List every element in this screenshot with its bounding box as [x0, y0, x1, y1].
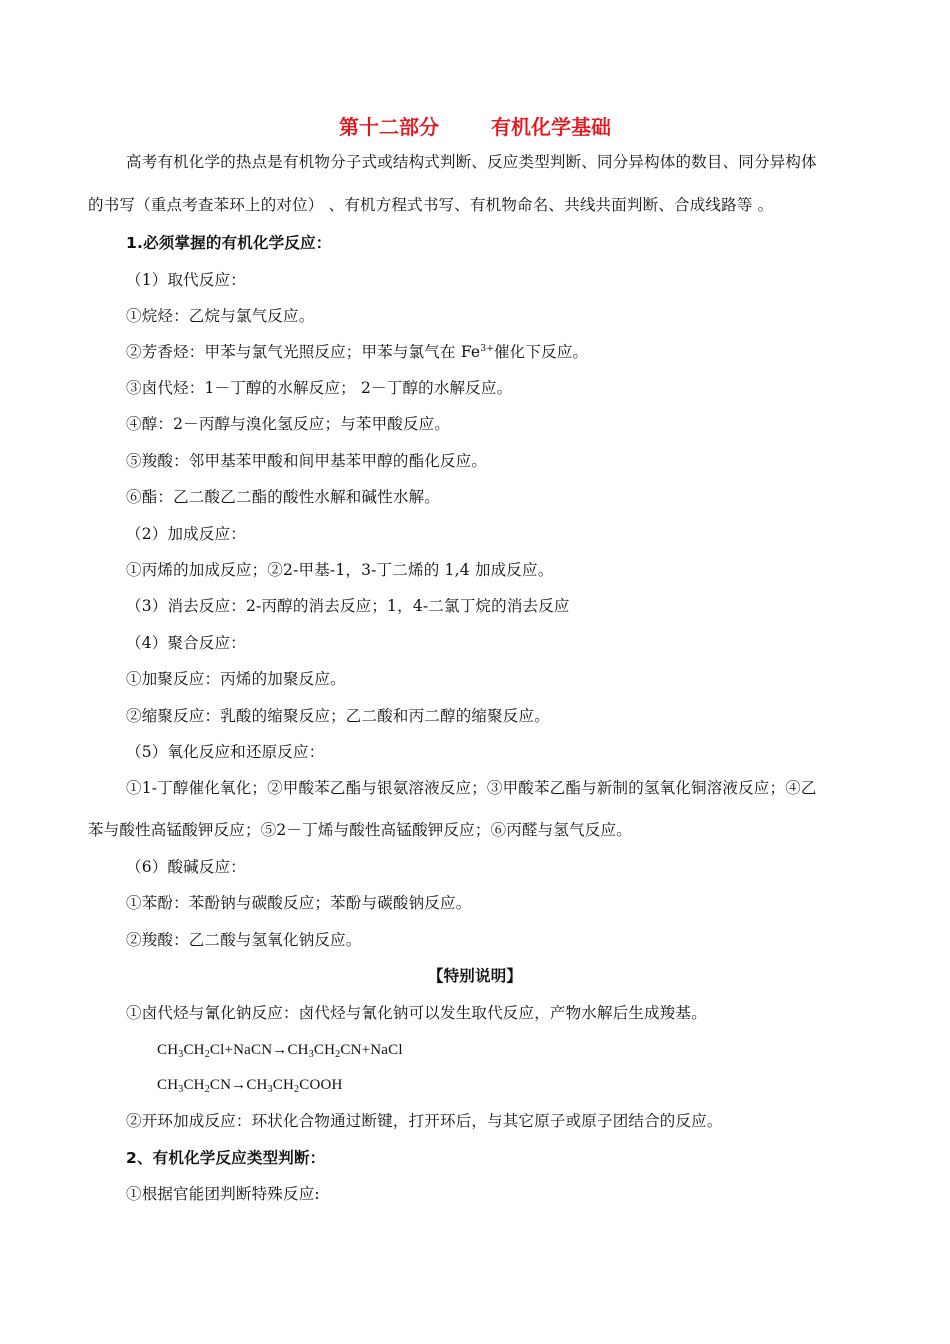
formula-1: $CH_3CH_2Cl+NaCN\to CH_3CH_2CN+NaCl$ [157, 1042, 403, 1060]
intro-line-2: 的书写（重点考查苯环上的对位） 、有机方程式书写、有机物命名、共线共面判断、合成线路等 。 [88, 196, 774, 214]
sub6-item-2: ②羧酸：乙二酸与氢氧化钠反应。 [126, 931, 362, 949]
sub1-item-5: ⑤羧酸：邻甲基苯甲酸和间甲基苯甲醇的酯化反应。 [126, 452, 488, 470]
special-item-1: ①卤代烃与氰化钠反应：卤代烃与氰化钠可以发生取代反应，产物水解后生成羧基。 [126, 1004, 707, 1022]
title-subject: 有机化学基础 [491, 115, 611, 139]
sub6-label: （6）酸碱反应： [126, 858, 246, 876]
special-item-2: ②开环加成反应：环状化合物通过断键，打开环后，与其它原子或原子团结合的反应。 [126, 1112, 723, 1130]
section1-heading: 1.必须掌握的有机化学反应： [126, 234, 332, 252]
section2-item-1: ①根据官能团判断特殊反应: [126, 1185, 320, 1203]
sub3-label: （3）消去反应：2-丙醇的消去反应；1，4-二氯丁烷的消去反应 [126, 597, 570, 615]
sub1-label: （1）取代反应： [126, 271, 246, 289]
sub4-item-2: ②缩聚反应：乳酸的缩聚反应；乙二酸和丙二醇的缩聚反应。 [126, 707, 550, 725]
sub5-label: （5）氧化反应和还原反应： [126, 743, 325, 761]
sub1-item-1: ①烷烃：乙烷与氯气反应。 [126, 307, 315, 325]
formula-2: $CH_3CH_2CN\to CH_3CH_2COOH$ [157, 1077, 343, 1095]
page-title [0, 114, 950, 140]
sub1-item-2: ②芳香烃：甲苯与氯气光照反应；甲苯与氯气在 $Fe^{3+}$催化下反应。 [126, 343, 589, 361]
sub1-item-3: ③卤代烃：1－丁醇的水解反应； 2－丁醇的水解反应。 [126, 379, 513, 397]
sub2-label: （2）加成反应： [126, 525, 246, 543]
sub1-item-4: ④醇：2－丙醇与溴化氢反应；与苯甲酸反应。 [126, 415, 451, 433]
title-part: 第十二部分 [339, 115, 439, 139]
sub6-item-1: ①苯酚：苯酚钠与碳酸反应；苯酚与碳酸钠反应。 [126, 894, 472, 912]
sub5-line-1: ①1-丁醇催化氧化；②甲酸苯乙酯与银氨溶液反应；③甲酸苯乙酯与新制的氢氧化铜溶液反应；④乙 [126, 779, 817, 797]
sub2-item: ①丙烯的加成反应；②2-甲基-1，3-丁二烯的 1,4 加成反应。 [126, 561, 554, 579]
sub1-item-6: ⑥酯：乙二酸乙二酯的酸性水解和碱性水解。 [126, 488, 441, 506]
sub4-label: （4）聚合反应： [126, 634, 246, 652]
sub5-line-2: 苯与酸性高锰酸钾反应；⑤2－丁烯与酸性高锰酸钾反应；⑥丙醛与氢气反应。 [88, 821, 632, 839]
special-heading: 【特别说明】 [427, 967, 523, 985]
sub4-item-1: ①加聚反应：丙烯的加聚反应。 [126, 670, 346, 688]
section2-heading: 2、有机化学反应类型判断： [126, 1149, 326, 1167]
intro-line-1: 高考有机化学的热点是有机物分子式或结构式判断、反应类型判断、同分异构体的数目、同分异构体 [126, 153, 817, 171]
